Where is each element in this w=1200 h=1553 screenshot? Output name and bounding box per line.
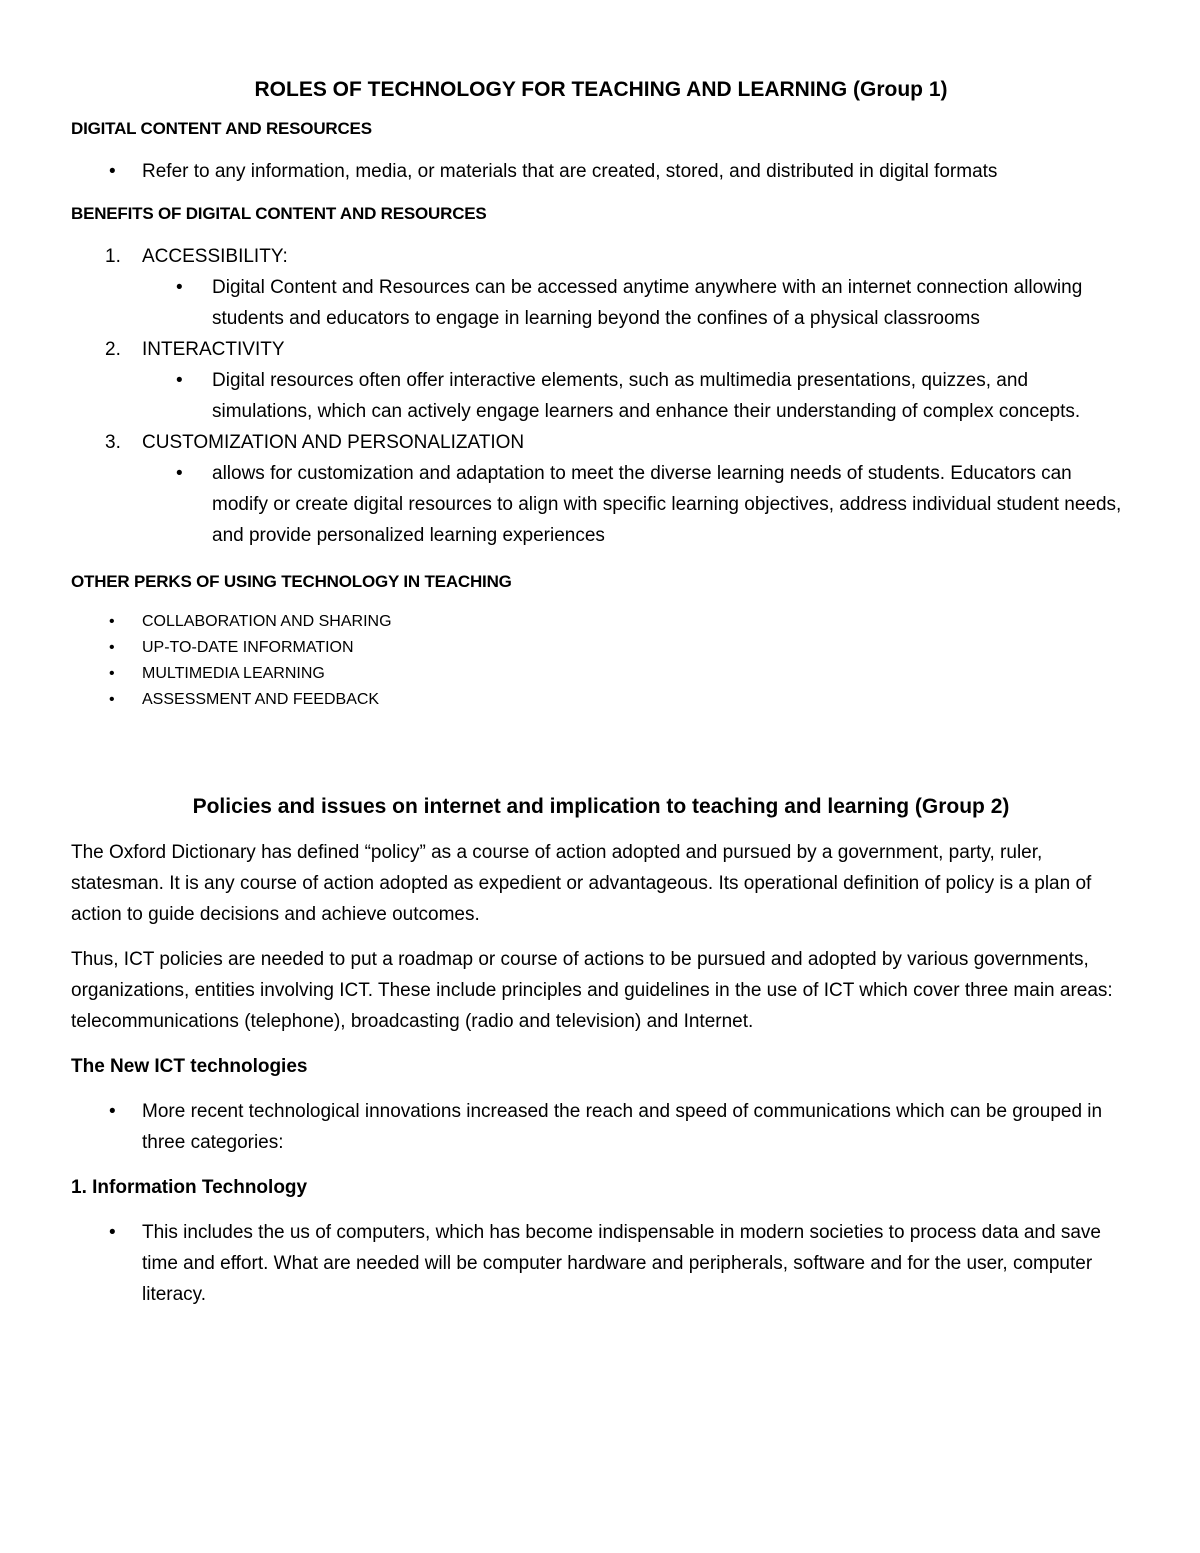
section1-title: ROLES OF TECHNOLOGY FOR TEACHING AND LEARNING (Group 1): [254, 78, 948, 101]
benefit-item-accessibility: [71, 241, 1131, 272]
benefit-label: ACCESSIBILITY:: [142, 246, 288, 267]
benefit-number: 3.: [105, 432, 121, 453]
perk-text: UP-TO-DATE INFORMATION: [142, 639, 354, 656]
perk-text: MULTIMEDIA LEARNING: [142, 665, 325, 682]
benefit-label: CUSTOMIZATION AND PERSONALIZATION: [142, 432, 525, 453]
document-body: [71, 70, 1131, 1310]
benefits-list: [71, 241, 1131, 551]
heading-other-perks: OTHER PERKS OF USING TECHNOLOGY IN TEACHING: [71, 572, 512, 591]
perks-list: [71, 609, 1131, 713]
benefit-detail: [71, 458, 1131, 551]
policy-definition-paragraph: The Oxford Dictionary has defined “policy” as a course of action adopted and pursued by a government, party, ruler, statesman. It is any course of action adopted as expedient or advantageous. Its operational definition of policy is a plan of action to guide decisions and achieve outcomes.: [71, 842, 1092, 925]
heading-digital-content: DIGITAL CONTENT AND RESOURCES: [71, 119, 372, 138]
perk-text: ASSESSMENT AND FEEDBACK: [142, 691, 380, 708]
bullet-icon: •: [109, 639, 115, 656]
benefit-detail: [71, 365, 1131, 427]
bullet-icon: •: [176, 463, 183, 484]
list-item: [71, 609, 1131, 635]
benefit-number: 1.: [105, 246, 121, 267]
benefit-detail-text: Digital resources often offer interactive elements, such as multimedia presentations, quizzes, and simulations, which can actively engage learners and enhance their understanding of complex concepts.: [212, 370, 1081, 422]
bullet-icon: •: [176, 370, 183, 391]
heading-information-technology: 1. Information Technology: [71, 1177, 308, 1198]
information-technology-text: This includes the us of computers, which has become indispensable in modern societies to process data and save time and effort. What are needed will be computer hardware and peripherals, software and for the user, computer literacy.: [142, 1222, 1101, 1305]
ict-policies-paragraph: Thus, ICT policies are needed to put a roadmap or course of actions to be pursued and adopted by various governments, organizations, entities involving ICT. These include principles and guidelines in the use of ICT which cover three main areas: telecommunications (telephone), broadcasting (radio and television) and Internet.: [71, 949, 1113, 1032]
heading-new-ict: The New ICT technologies: [71, 1056, 308, 1077]
new-ict-text: More recent technological innovations increased the reach and speed of communications which can be grouped in three categories:: [142, 1101, 1103, 1153]
digital-content-definition: Refer to any information, media, or materials that are created, stored, and distributed in digital formats: [142, 161, 998, 182]
bullet-icon: •: [109, 691, 115, 708]
bullet-icon: •: [109, 1101, 116, 1122]
benefit-label: INTERACTIVITY: [142, 339, 285, 360]
bullet-icon: •: [176, 277, 183, 298]
bullet-icon: •: [109, 1222, 116, 1243]
bullet-icon: •: [109, 665, 115, 682]
list-item: [71, 661, 1131, 687]
heading-benefits: BENEFITS OF DIGITAL CONTENT AND RESOURCES: [71, 204, 487, 223]
benefit-detail-text: allows for customization and adaptation to meet the diverse learning needs of students. Educators can modify or create digital resources to align with specific learning objectives, address individual student needs, and provide personalized learning experiences: [212, 463, 1122, 546]
benefit-item-customization: [71, 427, 1131, 458]
bullet-icon: •: [109, 161, 116, 182]
perk-text: COLLABORATION AND SHARING: [142, 613, 392, 630]
new-ict-bullet: [71, 1096, 1131, 1158]
list-item: [71, 687, 1131, 713]
section2-title: Policies and issues on internet and implication to teaching and learning (Group 2): [192, 795, 1010, 818]
information-technology-bullet: [71, 1217, 1131, 1310]
benefit-item-interactivity: [71, 334, 1131, 365]
benefit-detail: [71, 272, 1131, 334]
benefit-number: 2.: [105, 339, 121, 360]
digital-content-bullet: [71, 156, 1131, 187]
bullet-icon: •: [109, 613, 115, 630]
benefit-detail-text: Digital Content and Resources can be accessed anytime anywhere with an internet connection allowing students and educators to engage in learning beyond the confines of a physical classrooms: [212, 277, 1083, 329]
list-item: [71, 635, 1131, 661]
